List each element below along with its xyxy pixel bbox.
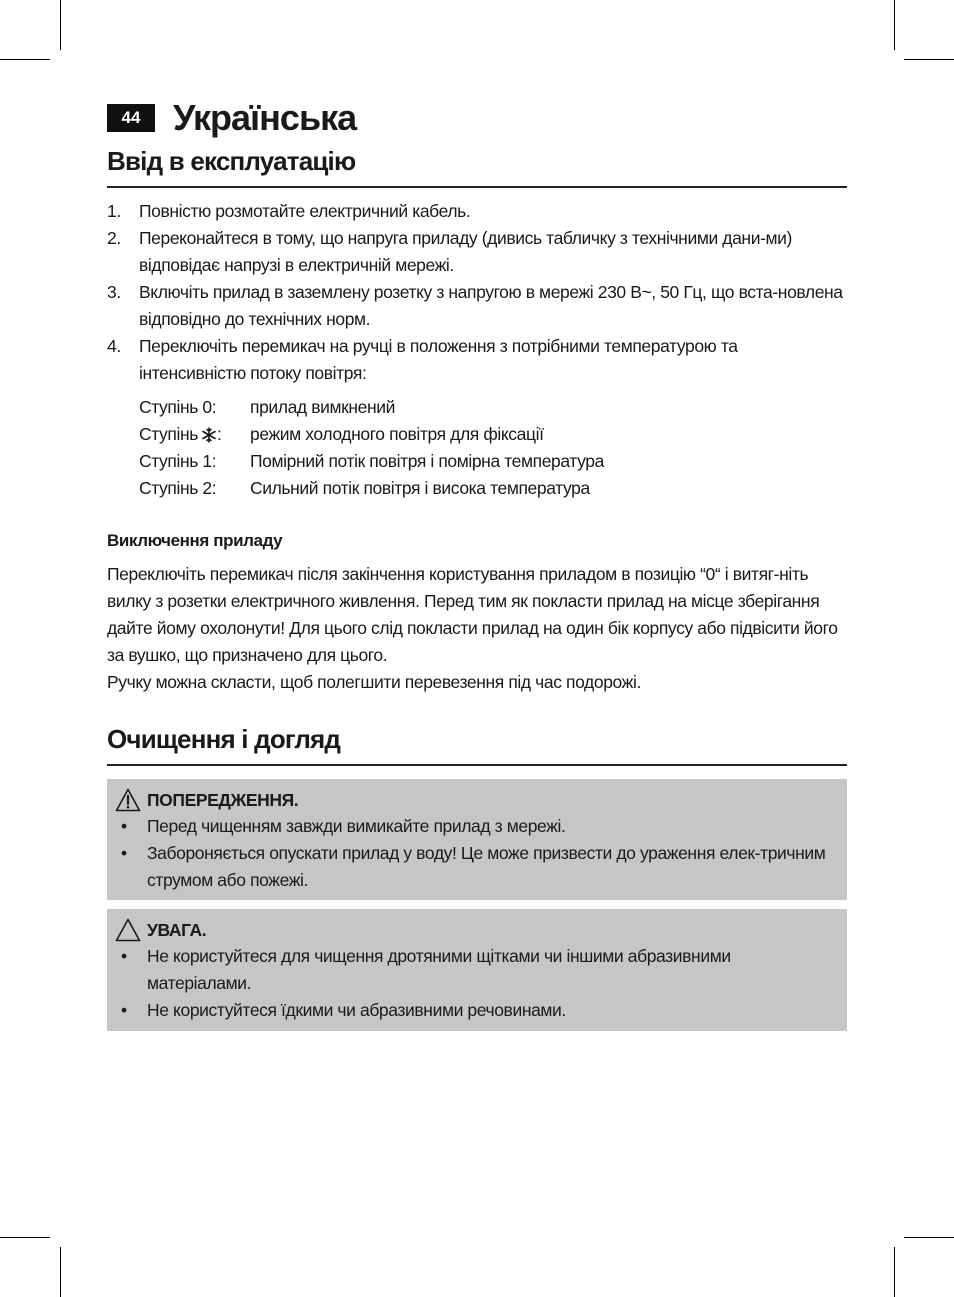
caution-heading: [115, 917, 835, 943]
snowflake-icon: [201, 427, 217, 443]
bullet: •: [121, 946, 127, 966]
step-text: Включіть прилад в заземлену розетку з напругою в мережі 230 В~, 50 Гц, що вста-новлена відповідно до технічних норм.: [139, 282, 843, 329]
folding-paragraph: Ручку можна скласти, щоб полегшити перевезення під час подорожі.: [107, 672, 641, 692]
crop-mark: [60, 0, 61, 50]
list-item: [115, 840, 835, 894]
warning-title: ПОПЕРЕДЖЕННЯ.: [147, 789, 299, 810]
section-title-text: Ввід в експлуатацію: [107, 146, 356, 176]
section-title-startup: [107, 146, 847, 188]
bullet-text: Перед чищенням завжди вимикайте прилад з мережі.: [147, 816, 566, 836]
warning-triangle-icon: [115, 788, 141, 812]
level-key: [139, 421, 250, 448]
list-item: [107, 225, 847, 279]
shutdown-paragraph: Переключіть перемикач після закінчення користування приладом в позицію “0“ і витяг-ніть вилку з розетки електричного живлення. Перед тим як покласти прилад на місце зберігання дайте йому охолонути! Для цього слід покласти прилад на один бік корпусу або підвісити його за вушко, що призначено для цього.: [107, 564, 838, 665]
level-key: Ступінь 2:: [139, 478, 217, 498]
level-row: [139, 421, 839, 448]
step-number: 4.: [107, 336, 121, 356]
step-text: Переключіть перемикач на ручці в положення з потрібними температурою та інтенсивністю потоку повітря:: [139, 336, 738, 383]
list-item: [115, 813, 835, 840]
caution-box: [107, 909, 847, 1031]
level-desc: Помірний потік повітря і помірна температура: [250, 451, 604, 471]
list-item: [107, 198, 847, 225]
section-title-cleaning: [107, 724, 847, 766]
step-text: Переконайтеся в тому, що напруга приладу (дивись табличку з технічними дани-ми) відповідає напрузі в електричній мережі.: [139, 228, 792, 275]
step-text: Повністю розмотайте електричний кабель.: [139, 201, 471, 221]
list-item: [107, 333, 847, 387]
level-row: [139, 394, 839, 421]
warning-heading: [115, 787, 835, 813]
bullet-text: Не користуйтеся їдкими чи абразивними речовинами.: [147, 1000, 566, 1020]
crop-mark: [904, 1237, 954, 1238]
crop-mark: [0, 59, 50, 60]
warning-box: [107, 779, 847, 900]
page-header: [107, 98, 356, 138]
level-desc: прилад вимкнений: [250, 397, 395, 417]
level-key-text: Ступінь: [139, 424, 198, 444]
level-key: Ступінь 0:: [139, 397, 217, 417]
power-levels-table: [139, 394, 839, 502]
crop-mark: [904, 59, 954, 60]
level-key: Ступінь 1:: [139, 451, 217, 471]
crop-mark: [894, 0, 895, 50]
list-item: [107, 279, 847, 333]
step-number: 3.: [107, 282, 121, 302]
level-row: [139, 448, 839, 475]
level-desc: Сильний потік повітря і висока температура: [250, 478, 590, 498]
section-title-text: Очищення і догляд: [107, 724, 341, 754]
bullet: •: [121, 1000, 127, 1020]
bullet-text: Не користуйтеся для чищення дротяними щітками чи іншими абразивними матеріалами.: [147, 946, 731, 993]
caution-title: УВАГА.: [147, 919, 207, 940]
page-number: 44: [107, 104, 155, 132]
crop-mark: [0, 1237, 50, 1238]
crop-mark: [894, 1247, 895, 1297]
level-desc: режим холодного повітря для фіксації: [250, 424, 544, 444]
step-number: 2.: [107, 228, 121, 248]
startup-steps-list: [107, 198, 847, 387]
list-item: [115, 997, 835, 1024]
level-row: [139, 475, 839, 502]
bullet-text: Забороняється опускати прилад у воду! Це може призвести до ураження елек-тричним струмом або пожежі.: [147, 843, 826, 890]
subheading-shutdown: Виключення приладу: [107, 531, 283, 550]
step-number: 1.: [107, 201, 121, 221]
bullet: •: [121, 843, 127, 863]
bullet: •: [121, 816, 127, 836]
warning-list: [115, 813, 835, 894]
caution-triangle-icon: [115, 918, 141, 942]
level-key-suffix: :: [216, 424, 222, 444]
language-title: Українська: [173, 97, 357, 138]
caution-list: [115, 943, 835, 1024]
crop-mark: [60, 1247, 61, 1297]
list-item: [115, 943, 835, 997]
